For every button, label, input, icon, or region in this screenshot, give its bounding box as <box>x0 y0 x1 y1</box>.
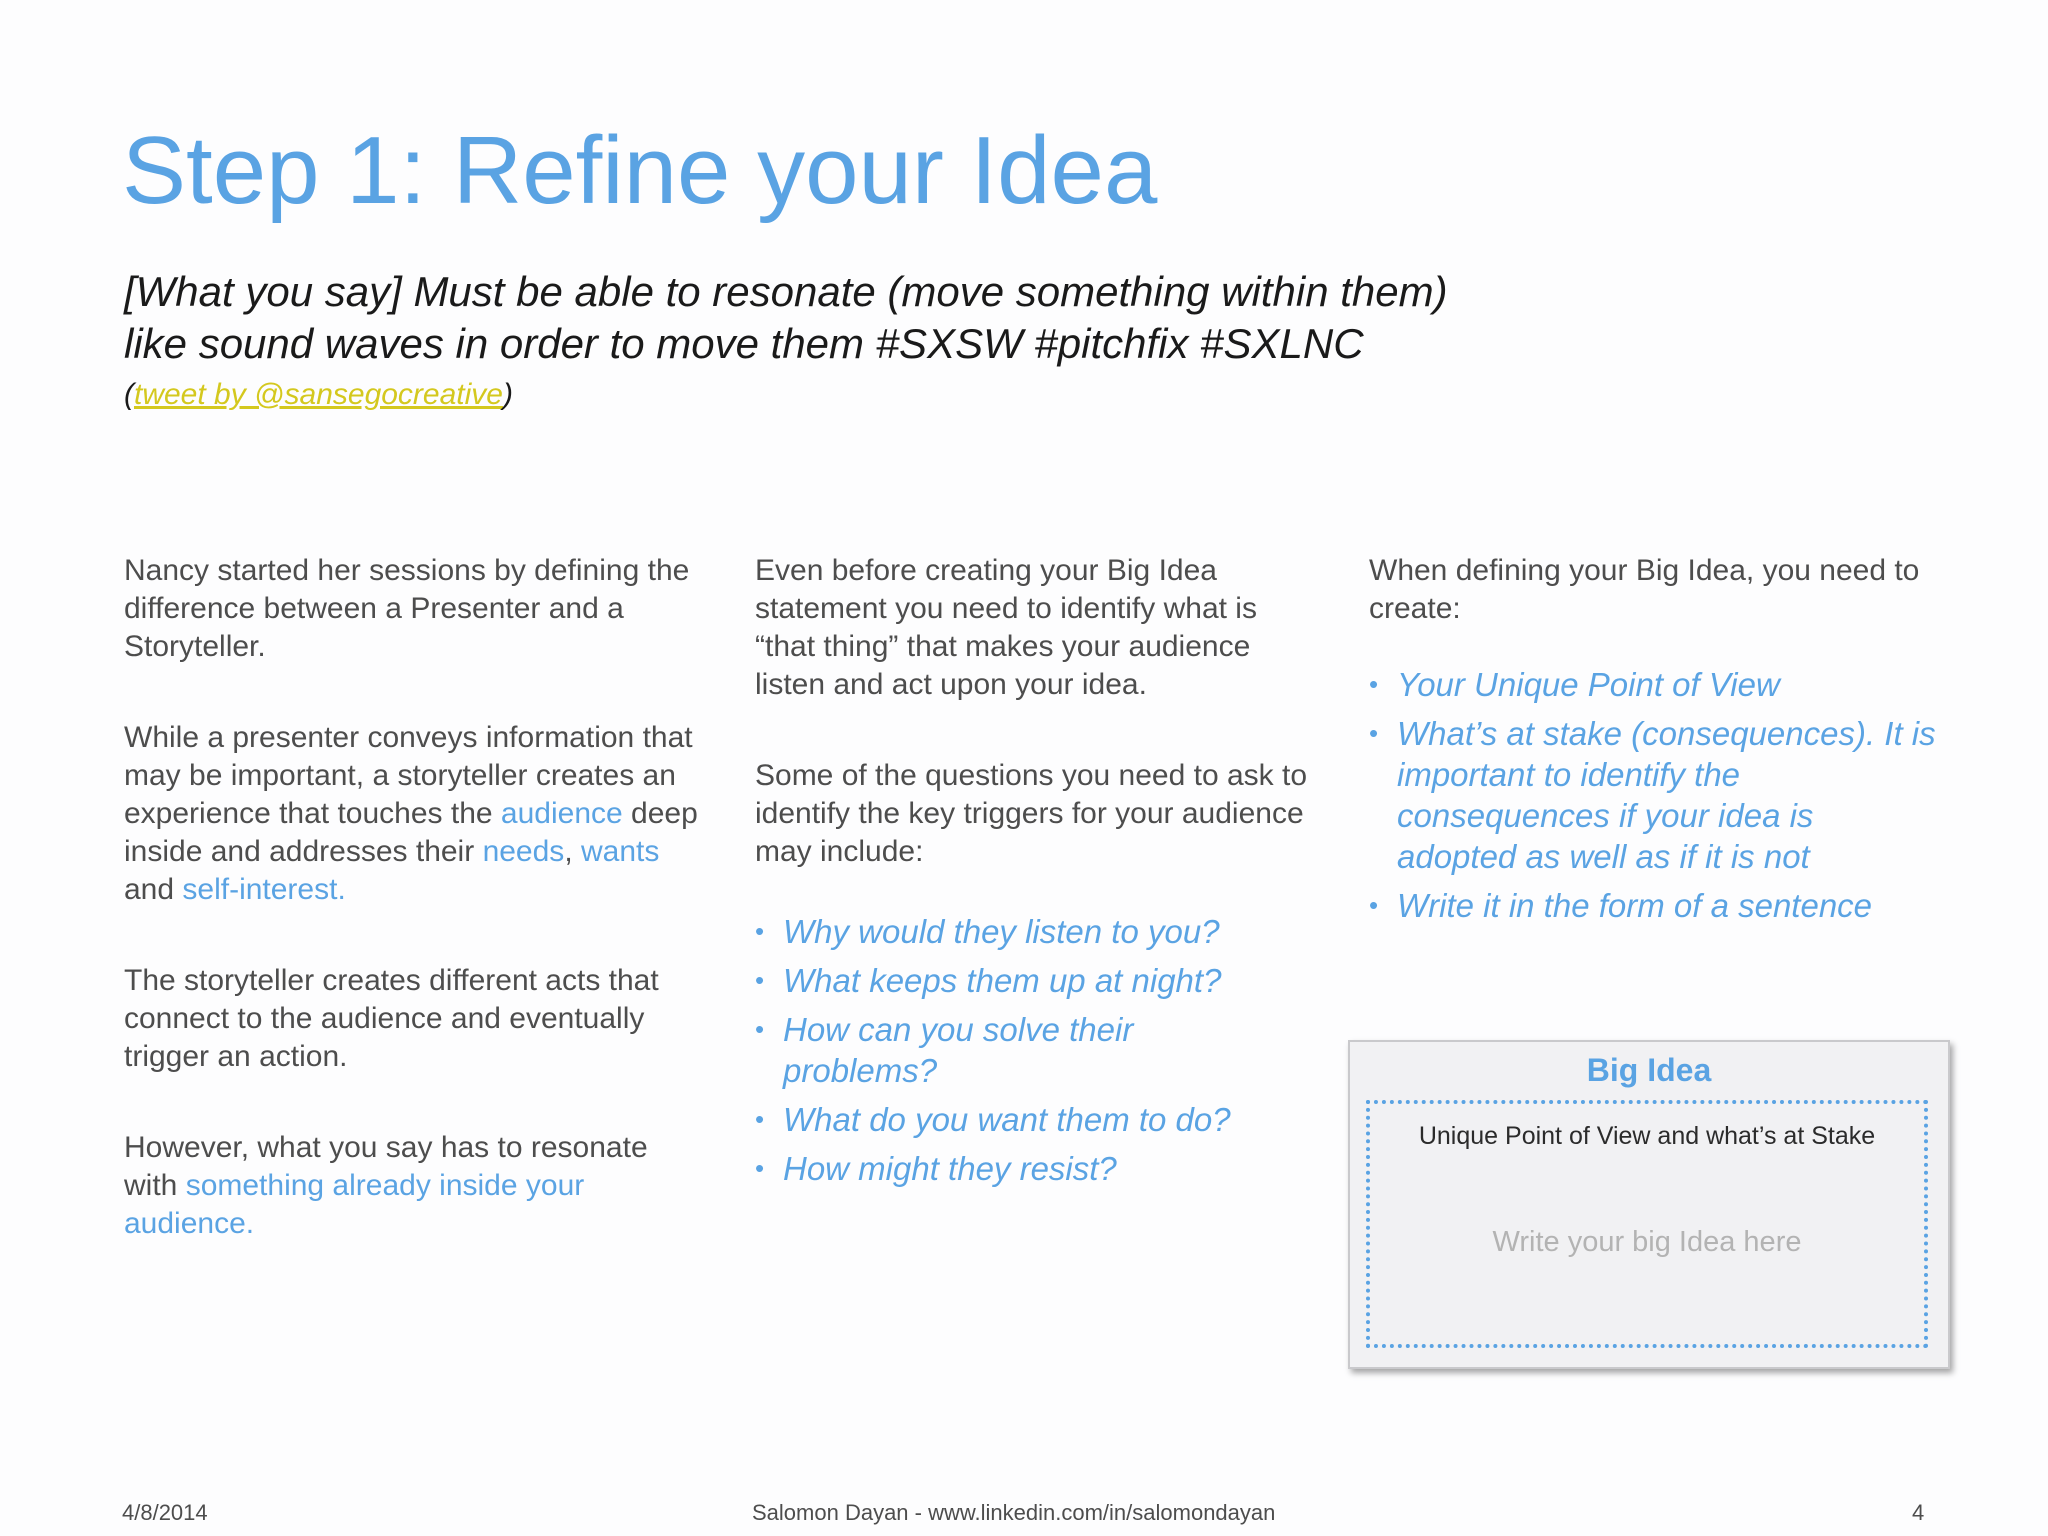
bullet-icon: • <box>755 1104 765 1134</box>
highlight-self-interest: self-interest. <box>182 873 346 906</box>
bullet-icon: • <box>755 965 765 995</box>
bullet-icon: • <box>1369 890 1379 920</box>
credit-paren-close: ) <box>502 378 513 411</box>
bullet-icon: • <box>1369 718 1379 748</box>
bullet-icon: • <box>755 1153 765 1183</box>
text: While a presenter conveys information that may be important, a storyteller creates an experience that touches the <box>124 721 693 830</box>
list-item-text: What’s at stake (consequences). It is important to identify the consequences if your idea is adopted as well as if it is not <box>1397 715 1936 875</box>
big-idea-card-subtitle: Unique Point of View and what’s at Stake <box>1418 1122 1876 1150</box>
paragraph <box>124 719 704 909</box>
big-idea-placeholder: Write your big Idea here <box>1492 1226 1802 1258</box>
credit-paren-open: ( <box>124 378 134 411</box>
text: However, what you say has to resonate with <box>124 1131 648 1202</box>
list-item <box>755 1148 1315 1189</box>
list-item-text: Your Unique Point of View <box>1397 666 1780 703</box>
slide-title: Step 1: Refine your Idea <box>122 117 1158 224</box>
list-item-text: Write it in the form of a sentence <box>1397 887 1873 924</box>
big-idea-elements-list <box>1369 664 1949 926</box>
paragraph: When defining your Big Idea, you need to create: <box>1369 554 1920 625</box>
highlight-inside-audience: something already inside your audience. <box>124 1169 585 1240</box>
paragraph: Even before creating your Big Idea statement you need to identify what is “that thing” that makes your audience listen and act upon your idea. <box>755 554 1257 701</box>
footer-date: 4/8/2014 <box>122 1500 208 1525</box>
tweet-quote <box>124 266 1624 370</box>
list-item <box>1369 664 1949 705</box>
paragraph: The storyteller creates different acts that connect to the audience and eventually trigger an action. <box>124 964 659 1073</box>
list-item-text: Why would they listen to you? <box>783 913 1220 950</box>
tweet-credit-link[interactable]: tweet by @sansegocreative <box>134 378 503 411</box>
bullet-icon: • <box>755 916 765 946</box>
highlight-needs: needs <box>482 835 565 868</box>
text: , <box>564 835 581 868</box>
tweet-quote-line: [What you say] Must be able to resonate (move something within them) <box>124 268 1448 315</box>
list-item <box>755 960 1315 1001</box>
paragraph: Some of the questions you need to ask to identify the key triggers for your audience may include: <box>755 759 1308 868</box>
list-item-text: What do you want them to do? <box>783 1101 1231 1138</box>
list-item-text: What keeps them up at night? <box>783 962 1222 999</box>
paragraph: Nancy started her sessions by defining the difference between a Presenter and a Storyteller. <box>124 554 690 663</box>
tweet-quote-line: like sound waves in order to move them #SXSW #pitchfix #SXLNC <box>124 320 1364 367</box>
list-item <box>755 1009 1315 1091</box>
list-item <box>1369 885 1949 926</box>
column-presenter-vs-storyteller <box>124 552 704 1296</box>
text: and <box>124 873 183 906</box>
highlight-wants: wants <box>580 835 660 868</box>
highlight-audience: audience <box>500 797 623 830</box>
big-idea-card <box>1348 1040 1950 1369</box>
big-idea-card-title: Big Idea <box>1586 1052 1712 1088</box>
tweet-credit <box>124 378 513 412</box>
big-idea-input-area[interactable] <box>1366 1100 1928 1348</box>
footer-author: Salomon Dayan - www.linkedin.com/in/salomondayan <box>752 1500 1276 1525</box>
paragraph <box>124 1129 704 1243</box>
column-key-triggers <box>755 552 1315 1197</box>
list-item <box>755 911 1315 952</box>
trigger-questions-list <box>755 911 1315 1189</box>
bullet-icon: • <box>1369 669 1379 699</box>
text: deep inside and addresses their <box>124 797 698 868</box>
list-item <box>755 1099 1315 1140</box>
list-item <box>1369 713 1949 877</box>
list-item-text: How can you solve their problems? <box>783 1011 1134 1089</box>
list-item-text: How might they resist? <box>783 1150 1117 1187</box>
column-big-idea-definition <box>1369 552 1949 934</box>
bullet-icon: • <box>755 1014 765 1044</box>
footer-page-number: 4 <box>1912 1500 1925 1525</box>
